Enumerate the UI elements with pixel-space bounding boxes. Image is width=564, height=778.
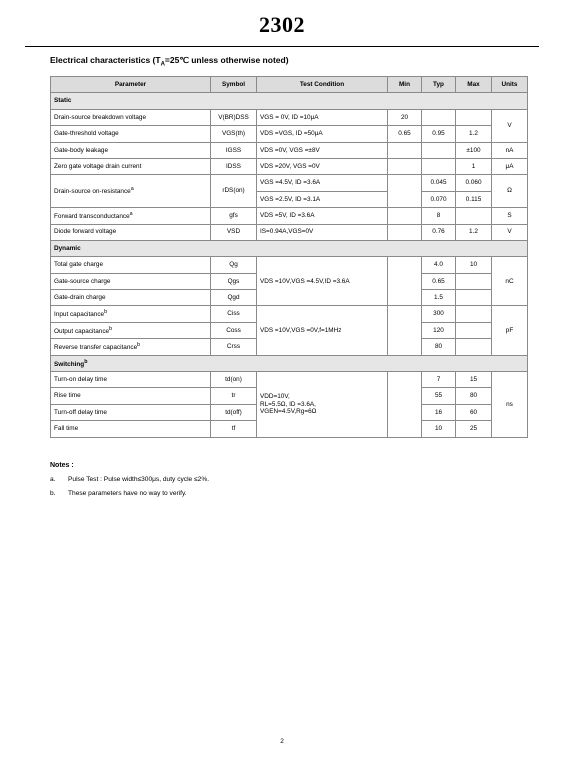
note-b: b. These parameters have no way to verify.: [50, 490, 187, 497]
table-row: Rise time tr 55 80: [51, 388, 528, 404]
table-row: Forward transconductance$^a$ gfs VDS =5V, ID =3.6A 8 S: [51, 208, 528, 224]
header-units: Units: [492, 77, 528, 93]
table-row: Gate-threshold voltage VGS(th) VDS =VGS, ID =50μA 0.65 0.95 1.2: [51, 126, 528, 142]
table-row: Diode forward voltage VSD IS=0.94A,VGS=0V 0.76 1.2 V: [51, 224, 528, 240]
table-row: Drain-source breakdown voltage V(BR)DSS VGS = 0V, ID =10μA 20 V: [51, 109, 528, 125]
table-row: Gate-drain charge Qgd 1.5: [51, 290, 528, 306]
note-a: a. Pulse Test : Pulse width≤300μs, duty cycle ≤2%.: [50, 476, 210, 483]
table-row: Gate-body leakage IGSS VDS =0V, VGS =±8V ±100 nA: [51, 142, 528, 158]
table-row: Gate-source charge Qgs 0.65: [51, 273, 528, 289]
table-row: Output capacitance$^b$ Coss 120: [51, 322, 528, 338]
group-switching: Switching$^b$: [51, 355, 528, 371]
table-row: Drain-source on-resistance$^a$ rDS(on) VGS =4.5V, ID =3.6A 0.045 0.060 Ω: [51, 175, 528, 191]
group-dynamic: Dynamic: [51, 240, 528, 256]
header-min: Min: [388, 77, 422, 93]
notes-title: Notes :: [50, 462, 74, 469]
header-parameter: Parameter: [51, 77, 211, 93]
table-row: Turn-on delay time td(on) VDD=10V, RL=5.5Ω, ID =3.6A, VGEN=4.5V,Rg=6Ω 7 15 ns: [51, 372, 528, 388]
group-static: Static: [51, 93, 528, 109]
page-number: 2: [280, 738, 284, 745]
electrical-characteristics-table: [50, 76, 528, 438]
header-typ: Typ: [422, 77, 456, 93]
table-header-row: [51, 77, 528, 93]
table-row: Turn-off delay time td(off) 16 60: [51, 404, 528, 420]
table-row: Fall time tf 10 25: [51, 421, 528, 437]
section-title: Electrical characteristics ($T_A=25℃$ unless otherwise noted): [50, 55, 289, 68]
document-title: 2302: [259, 12, 305, 37]
table-row: VGS =2.5V, ID =3.1A 0.070 0.115: [51, 191, 528, 207]
table-row: Reverse transfer capacitance$^b$ Crss 80: [51, 339, 528, 355]
header-max: Max: [456, 77, 492, 93]
header-symbol: Symbol: [211, 77, 257, 93]
table-row: Input capacitance$^b$ Ciss VDS =10V,VGS =0V,f=1MHz 300 pF: [51, 306, 528, 322]
header-rule: [25, 46, 539, 47]
table-row: Zero gate voltage drain current IDSS VDS =20V, VGS =0V 1 μA: [51, 158, 528, 174]
table-row: Total gate charge Qg VDS =10V,VGS =4.5V,ID =3.6A 4.0 10 nC: [51, 257, 528, 273]
notes-section: [50, 462, 209, 504]
header-test-condition: Test Condition: [257, 77, 388, 93]
